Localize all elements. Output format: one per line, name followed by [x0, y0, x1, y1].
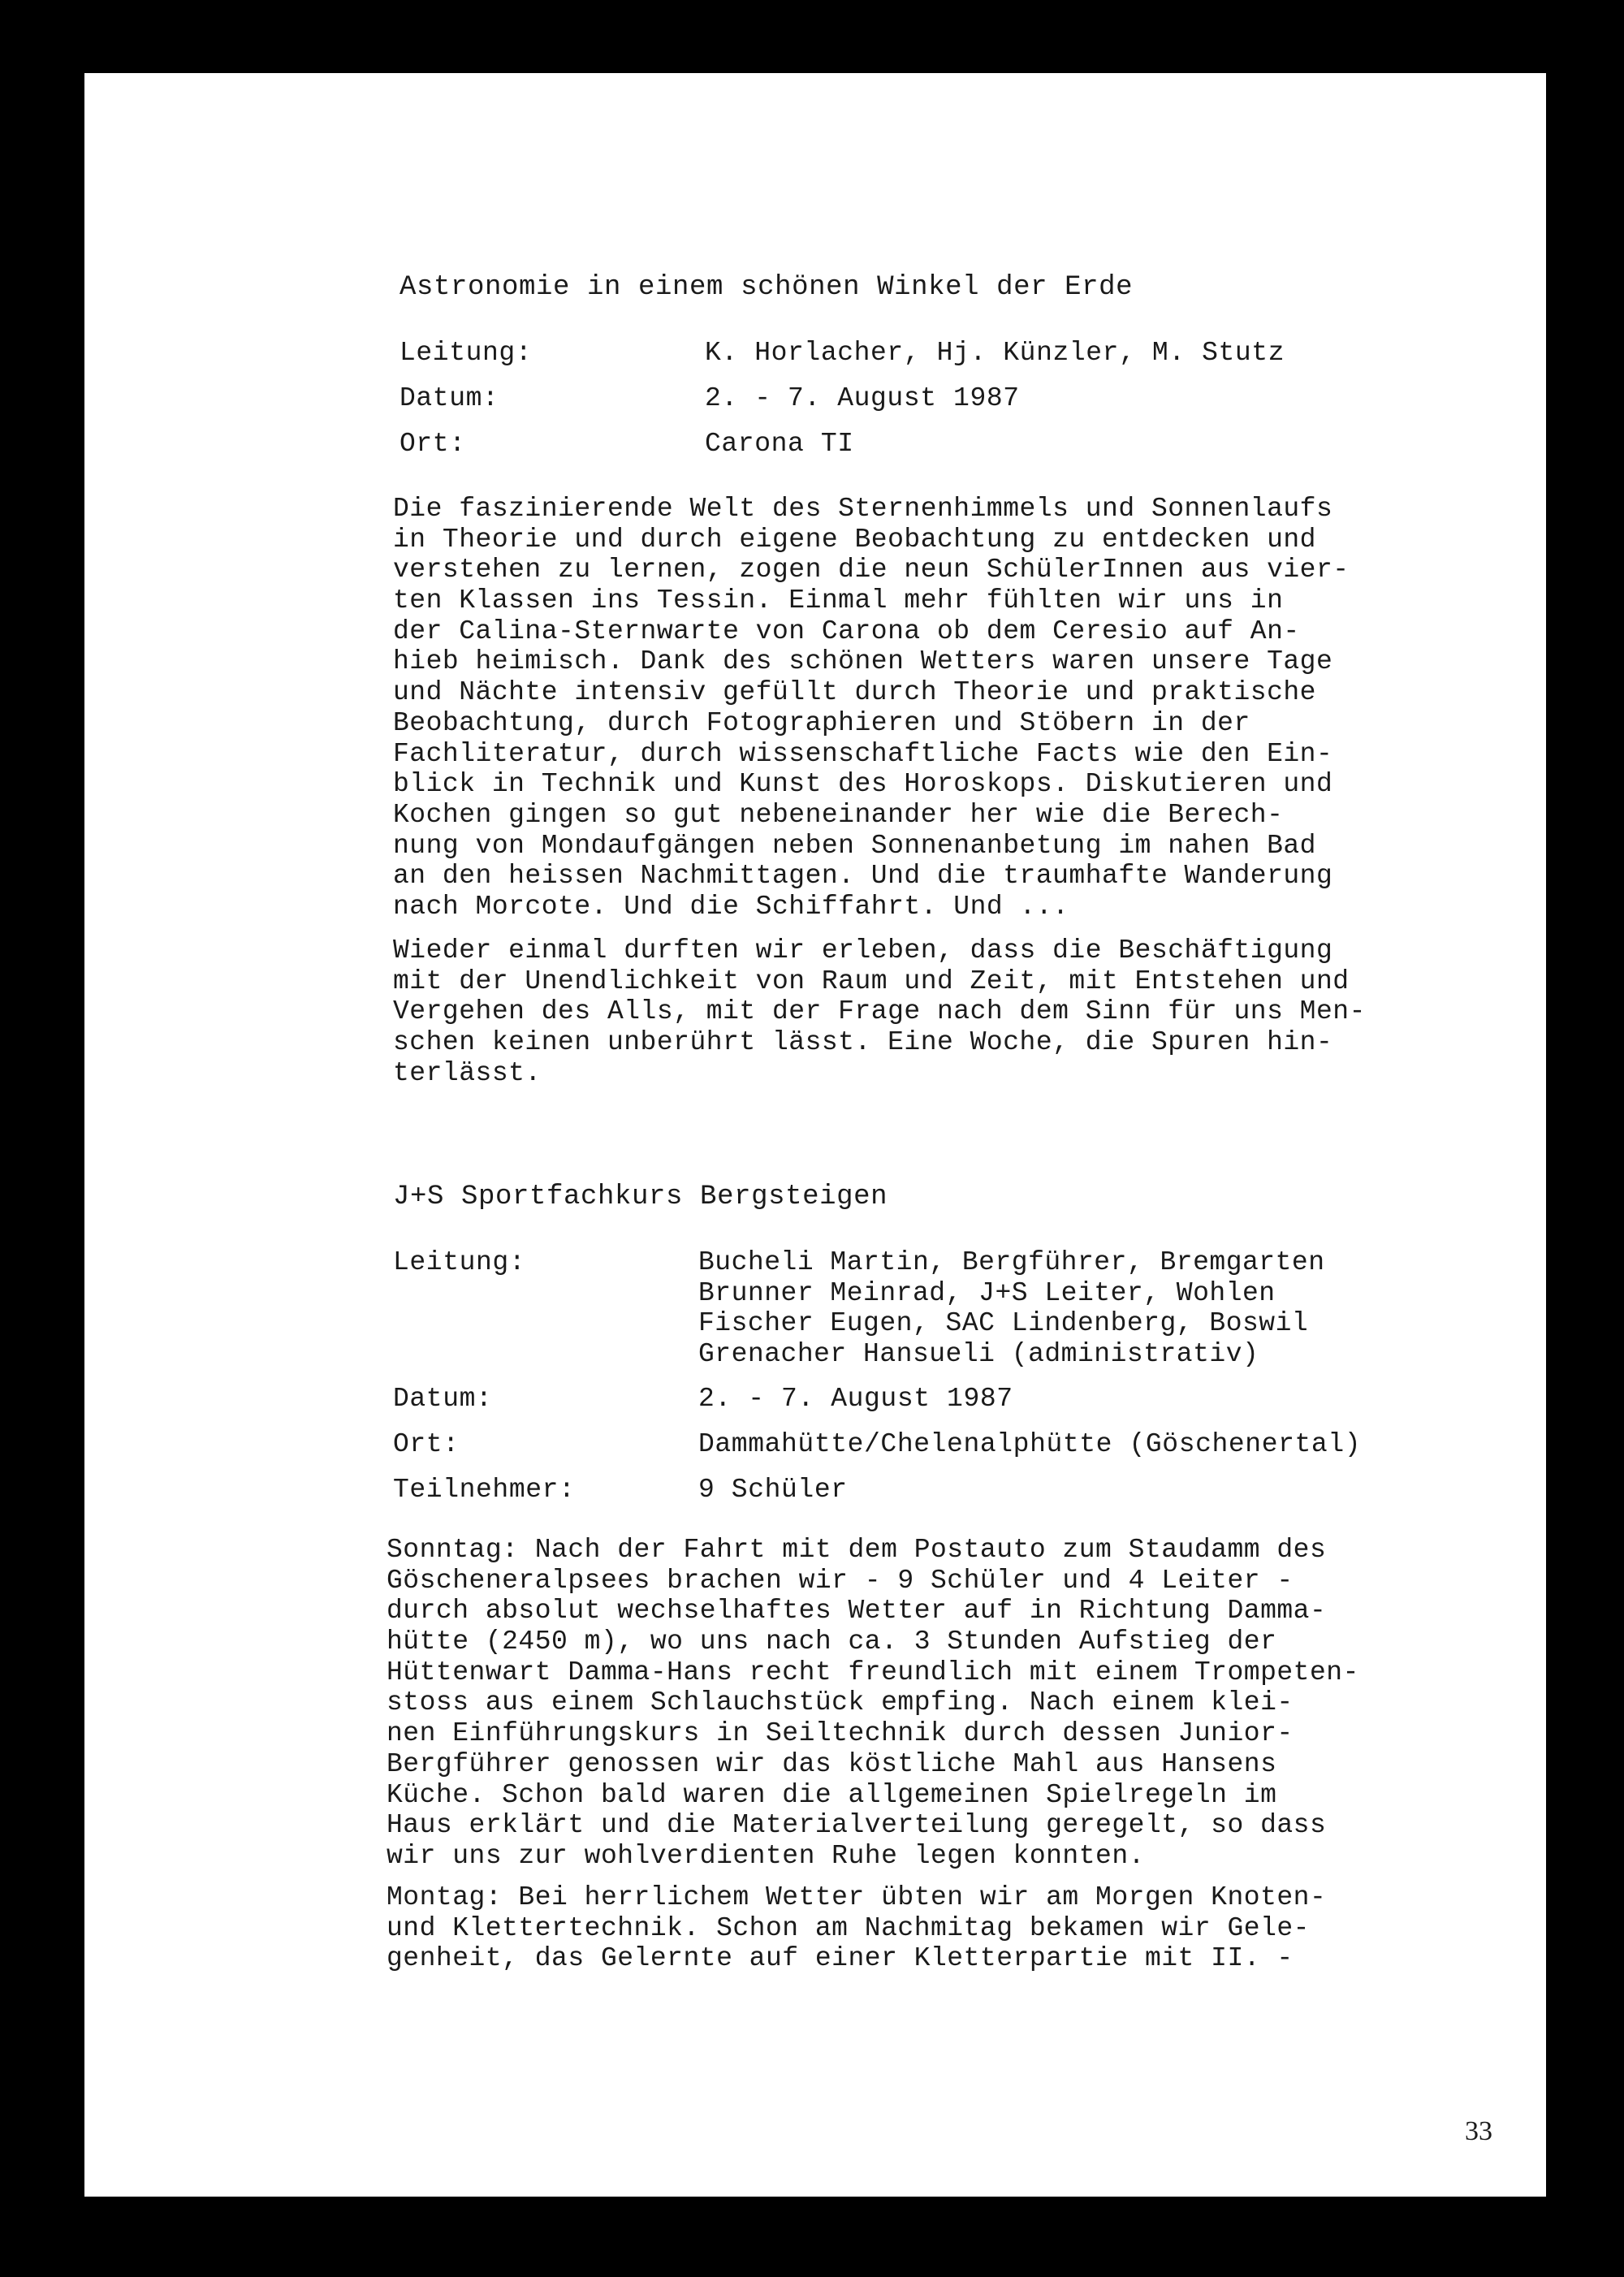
text-line: mit der Unendlichkeit von Raum und Zeit, mit Entstehen und	[393, 966, 1350, 996]
text-line: stoss aus einem Schlauchstück empfing. Nach einem klei-	[387, 1687, 1294, 1718]
label-ort: Ort:	[400, 429, 466, 459]
label-ort-2: Ort:	[393, 1429, 460, 1459]
text-line: blick in Technik und Kunst des Horoskops. Diskutieren und	[393, 769, 1333, 800]
value-datum-2: 2. - 7. August 1987	[698, 1384, 1013, 1414]
text-line: und Klettertechnik. Schon am Nachmitag bekamen wir Gele-	[387, 1912, 1310, 1943]
page-number: 33	[1465, 2116, 1492, 2146]
label-teilnehmer: Teilnehmer:	[393, 1475, 576, 1505]
paragraph-astronomie-2	[393, 935, 1366, 1088]
text-line: Sonntag: Nach der Fahrt mit dem Postauto zum Staudamm des	[387, 1535, 1327, 1565]
document-page	[84, 73, 1546, 2197]
label-leitung-2: Leitung:	[393, 1247, 526, 1277]
value-datum: 2. - 7. August 1987	[705, 383, 1020, 413]
text-line: in Theorie und durch eigene Beobachtung zu entdecken und	[393, 524, 1316, 555]
text-line: nen Einführungskurs in Seiltechnik durch dessen Junior-	[387, 1718, 1294, 1749]
text-line: Beobachtung, durch Fotographieren und Stöbern in der	[393, 707, 1250, 738]
text-line: Haus erklärt und die Materialverteilung geregelt, so dass	[387, 1810, 1327, 1841]
paragraph-sonntag	[387, 1535, 1359, 1872]
section-title-astronomie: Astronomie in einem schönen Winkel der Erde	[400, 272, 1134, 303]
text-line: Vergehen des Alls, mit der Frage nach dem Sinn für uns Men-	[393, 996, 1366, 1027]
text-line: nung von Mondaufgängen neben Sonnenanbetung im nahen Bad	[393, 830, 1316, 861]
paragraph-astronomie-1	[393, 494, 1350, 922]
text-line: Göscheneralpsees brachen wir - 9 Schüler und 4 Leiter -	[387, 1565, 1294, 1596]
text-line: ten Klassen ins Tessin. Einmal mehr fühlten wir uns in	[393, 585, 1284, 616]
text-line: hütte (2450 m), wo uns nach ca. 3 Stunden Aufstieg der	[387, 1627, 1277, 1657]
label-datum-2: Datum:	[393, 1384, 493, 1414]
text-line: terlässt.	[393, 1057, 542, 1088]
text-line: Montag: Bei herrlichem Wetter übten wir am Morgen Knoten-	[387, 1882, 1327, 1912]
text-line: Kochen gingen so gut nebeneinander her wie die Berech-	[393, 799, 1284, 830]
text-line: schen keinen unberührt lässt. Eine Woche, die Spuren hin-	[393, 1027, 1333, 1058]
leitung-list	[698, 1247, 1325, 1370]
text-line: an den heissen Nachmittagen. Und die traumhafte Wanderung	[393, 861, 1333, 892]
text-line: Wieder einmal durften wir erleben, dass die Beschäftigung	[393, 935, 1333, 966]
section-title-bergsteigen: J+S Sportfachkurs Bergsteigen	[393, 1182, 888, 1212]
value-teilnehmer: 9 Schüler	[698, 1475, 848, 1505]
text-line: durch absolut wechselhaftes Wetter auf in Richtung Damma-	[387, 1596, 1327, 1627]
text-line: und Nächte intensiv gefüllt durch Theorie und praktische	[393, 677, 1316, 708]
text-line: der Calina-Sternwarte von Carona ob dem Ceresio auf An-	[393, 616, 1300, 646]
text-line: Die faszinierende Welt des Sternenhimmels und Sonnenlaufs	[393, 494, 1333, 524]
text-line: genheit, das Gelernte auf einer Kletterpartie mit II. -	[387, 1943, 1294, 1974]
text-line: nach Morcote. Und die Schiffahrt. Und ...	[393, 891, 1069, 922]
label-datum: Datum:	[400, 383, 499, 413]
text-line: Küche. Schon bald waren die allgemeinen Spielregeln im	[387, 1779, 1277, 1810]
leitung-entry: Brunner Meinrad, J+S Leiter, Wohlen	[698, 1277, 1276, 1308]
value-leitung: K. Horlacher, Hj. Künzler, M. Stutz	[705, 338, 1285, 368]
value-ort: Carona TI	[705, 429, 854, 459]
text-line: hieb heimisch. Dank des schönen Wetters waren unsere Tage	[393, 646, 1333, 677]
label-leitung: Leitung:	[400, 338, 533, 368]
text-line: Fachliteratur, durch wissenschaftliche Facts wie den Ein-	[393, 738, 1333, 769]
paragraph-montag	[387, 1882, 1326, 1974]
text-line: Bergführer genossen wir das köstliche Mahl aus Hansens	[387, 1748, 1277, 1779]
leitung-entry: Fischer Eugen, SAC Lindenberg, Boswil	[698, 1308, 1309, 1339]
leitung-entry: Bucheli Martin, Bergführer, Bremgarten	[698, 1247, 1325, 1277]
text-line: Hüttenwart Damma-Hans recht freundlich mit einem Trompeten-	[387, 1657, 1359, 1687]
text-line: wir uns zur wohlverdienten Ruhe legen konnten.	[387, 1840, 1145, 1871]
text-line: verstehen zu lernen, zogen die neun SchülerInnen aus vier-	[393, 555, 1350, 585]
leitung-entry: Grenacher Hansueli (administrativ)	[698, 1339, 1259, 1370]
value-ort-2: Dammahütte/Chelenalphütte (Göschenertal)	[698, 1429, 1362, 1459]
